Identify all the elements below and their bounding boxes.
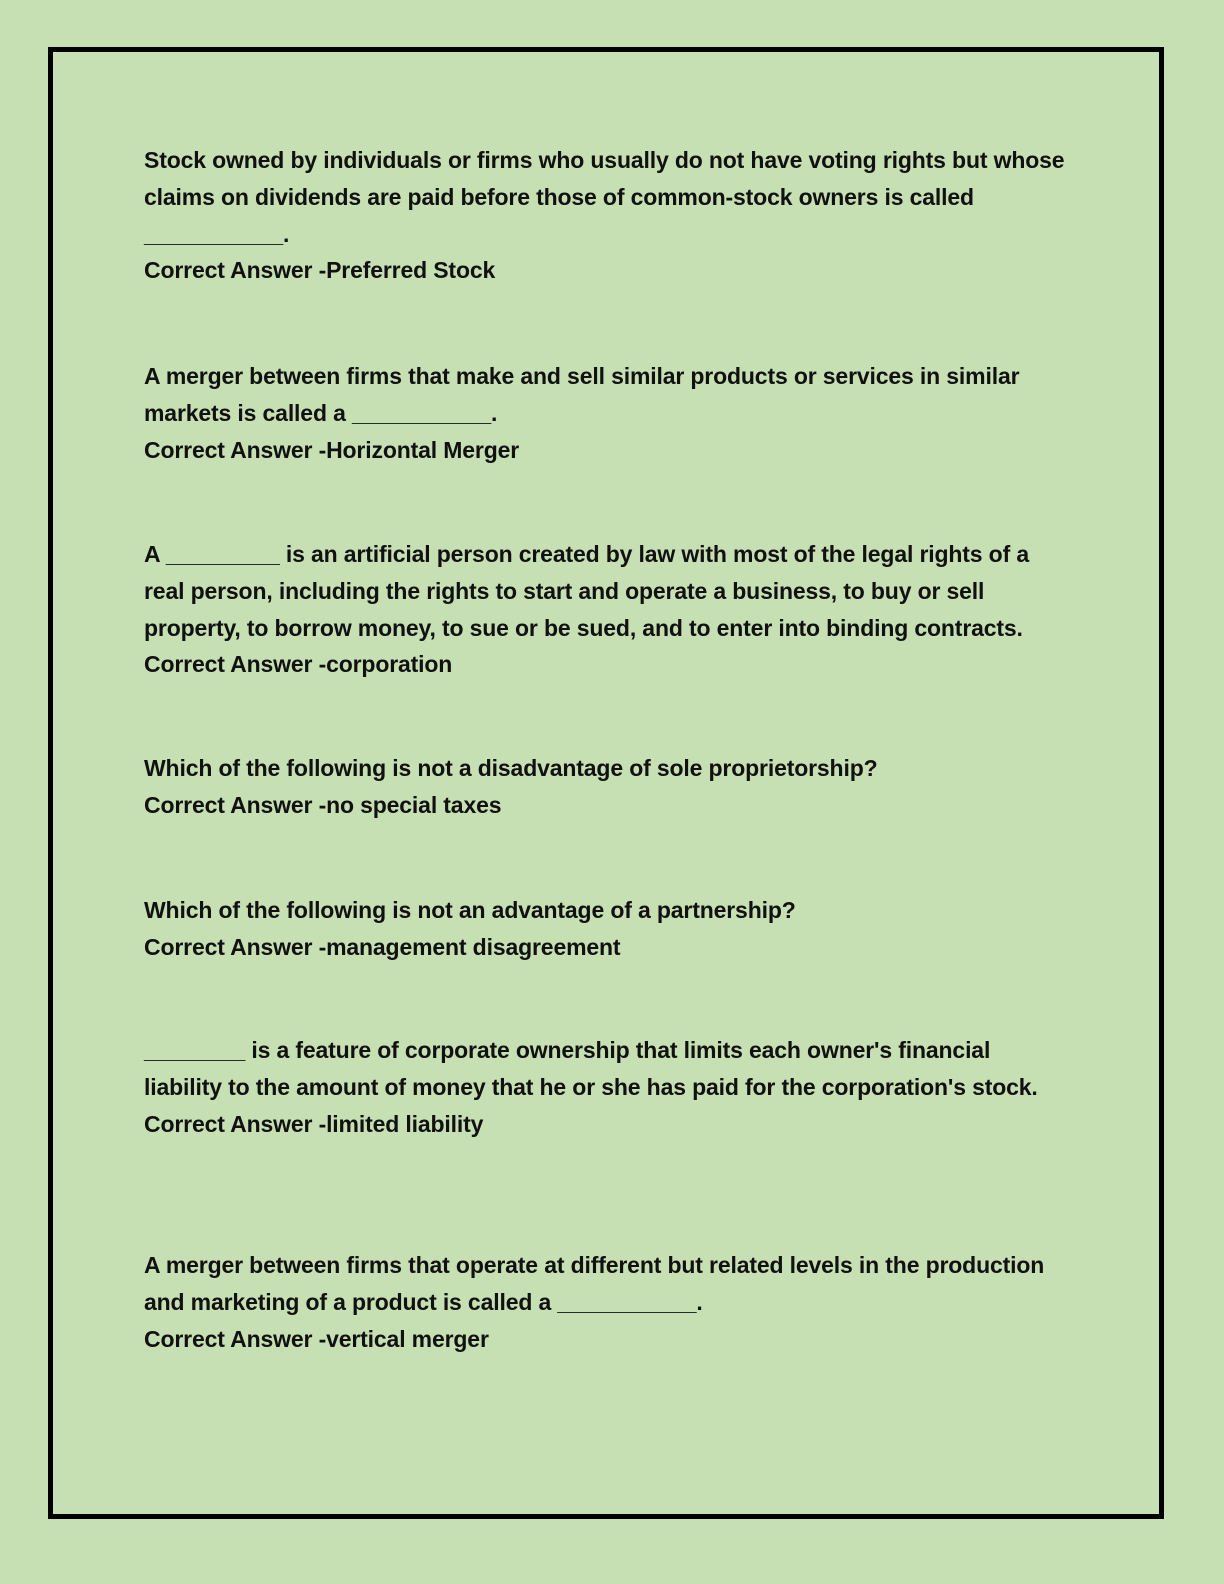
question-text: Stock owned by individuals or firms who usually do not have voting rights but whose claims on dividends are paid before those of common-stock owners is called ___________.	[144, 147, 1071, 247]
correct-answer: Correct Answer -Horizontal Merger	[144, 436, 520, 463]
qa-item	[144, 750, 1074, 824]
qa-item	[144, 1247, 1074, 1357]
qa-item	[144, 536, 1074, 683]
correct-answer: Correct Answer -limited liability	[144, 1110, 484, 1137]
correct-answer: Correct Answer -management disagreement	[144, 933, 621, 960]
question-text: Which of the following is not a disadvantage of sole proprietorship?	[144, 755, 878, 781]
question-text: A _________ is an artificial person created by law with most of the legal rights of a real person, including the rights to start and operate a business, to buy or sell property, to borrow money, to sue or be sued, and to enter into binding contracts.	[144, 541, 1036, 641]
question-text: A merger between firms that make and sell similar products or services in similar markets is called a ___________.	[144, 363, 1026, 426]
question-text: Which of the following is not an advantage of a partnership?	[144, 897, 796, 923]
correct-answer: Correct Answer -corporation	[144, 651, 453, 678]
correct-answer: Correct Answer -vertical merger	[144, 1325, 489, 1352]
qa-item	[144, 892, 1074, 966]
question-text: ________ is a feature of corporate ownership that limits each owner's financial liability to the amount of money that he or she has paid for the corporation's stock.	[144, 1037, 1038, 1100]
correct-answer: Correct Answer -no special taxes	[144, 791, 502, 818]
qa-item	[144, 1032, 1074, 1142]
qa-item	[144, 358, 1074, 468]
qa-item	[144, 142, 1074, 289]
question-text: A merger between firms that operate at different but related levels in the production and marketing of a product is called a ___________.	[144, 1252, 1051, 1315]
correct-answer: Correct Answer -Preferred Stock	[144, 257, 496, 284]
